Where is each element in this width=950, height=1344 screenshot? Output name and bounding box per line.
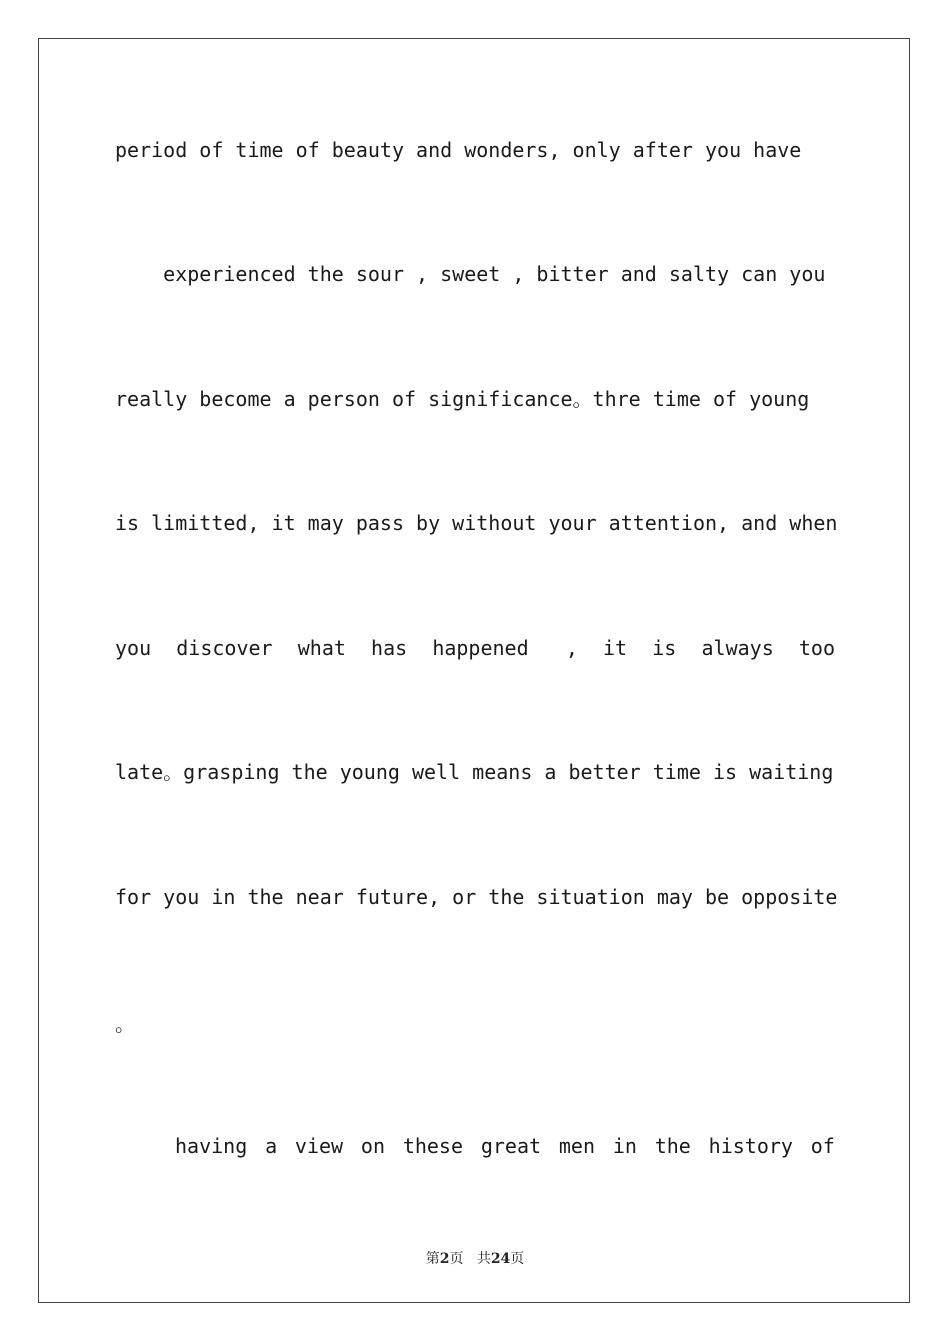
word: these — [402, 1134, 464, 1158]
word: is — [652, 636, 677, 660]
word: of — [810, 1134, 835, 1158]
page-border — [38, 38, 910, 1303]
word: what — [297, 636, 346, 660]
text-line-3: really become a person of significance。thre time of young — [115, 387, 810, 411]
word: a — [265, 1134, 278, 1158]
text-line-6: late。grasping the young well means a better time is waiting — [115, 760, 834, 784]
word: in — [612, 1134, 637, 1158]
page-footer — [0, 1248, 950, 1268]
word: happened — [432, 636, 529, 660]
word: has — [371, 636, 408, 660]
text-line-4: is limitted, it may pass by without your attention, and when — [115, 511, 838, 535]
text-line-9 — [175, 1134, 835, 1158]
text-line-2: experienced the sour , sweet , bitter and salty can you — [115, 262, 826, 286]
text-line-1: period of time of beauty and wonders, only after you have — [115, 138, 802, 162]
text-line-7: for you in the near future, or the situation may be opposite — [115, 885, 838, 909]
footer-total-suffix: 页 — [510, 1251, 525, 1267]
word: the — [654, 1134, 691, 1158]
word: you — [115, 636, 152, 660]
word: too — [798, 636, 835, 660]
footer-page-suffix: 页 — [449, 1251, 464, 1267]
word: always — [701, 636, 774, 660]
word: having — [175, 1134, 248, 1158]
total-pages: 24 — [490, 1251, 511, 1267]
word: view — [294, 1134, 344, 1158]
page-number: 2 — [439, 1251, 450, 1267]
text-line-8: 。 — [115, 1012, 135, 1036]
word: discover — [176, 636, 273, 660]
word: great — [480, 1134, 542, 1158]
footer-prefix: 第 — [425, 1251, 440, 1267]
word: it — [603, 636, 628, 660]
text-line-5 — [115, 636, 835, 660]
footer-total-prefix: 共 — [476, 1251, 491, 1267]
word: , — [553, 636, 578, 660]
word: history — [708, 1134, 793, 1158]
word: on — [360, 1134, 385, 1158]
word: men — [558, 1134, 595, 1158]
